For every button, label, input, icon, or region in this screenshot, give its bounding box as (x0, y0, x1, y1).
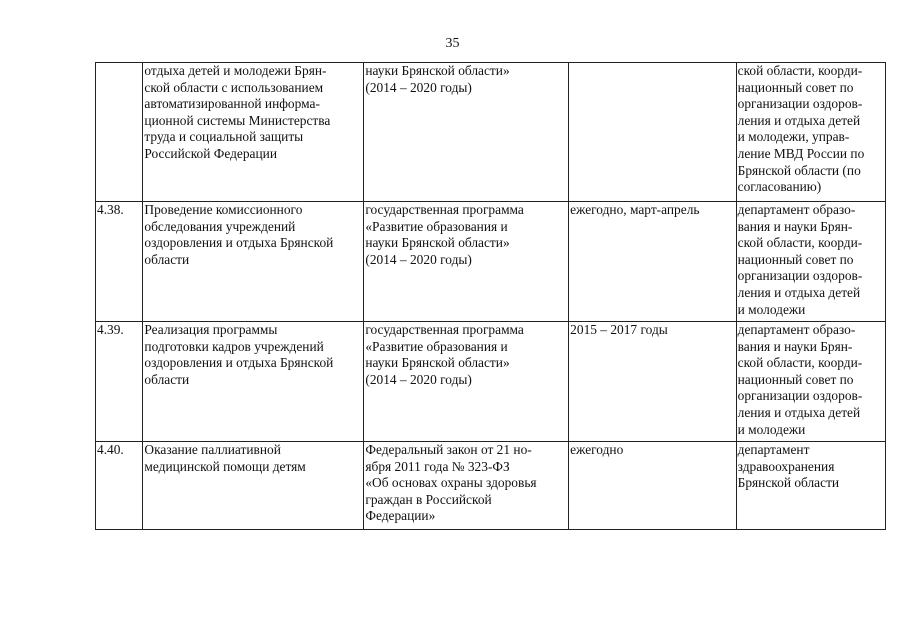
text-line: национный совет по (737, 251, 854, 267)
text-line: ление МВД России по (737, 145, 865, 161)
responsible-executor (736, 202, 885, 322)
text-line: области (144, 251, 190, 267)
text-line: оздоровления и отдыха Брянской (144, 355, 334, 371)
item-number: 4.39. (96, 322, 143, 442)
measure-name (143, 442, 364, 530)
text-line: Федерации» (365, 508, 436, 524)
measure-name (143, 202, 364, 322)
text-line: ления и отдыха детей (737, 284, 861, 300)
text-line: науки Брянской области» (365, 235, 510, 251)
table-row (96, 63, 886, 202)
text-line: вания и науки Брян- (737, 338, 853, 354)
text-line: ционной системы Министерства (144, 112, 331, 128)
text-line: национный совет по (737, 79, 854, 95)
text-line: организации оздоров- (737, 268, 863, 284)
responsible-executor (736, 63, 885, 202)
text-line: «Развитие образования и (365, 338, 508, 354)
item-number (96, 63, 143, 202)
text-line: организации оздоров- (737, 96, 863, 112)
execution-term (569, 322, 736, 442)
text-line: и молодежи (737, 301, 806, 317)
text-line: оздоровления и отдыха Брянской (144, 235, 334, 251)
text-line: и молодежи (737, 421, 806, 437)
item-number: 4.38. (96, 202, 143, 322)
text-line: ской области, коорди- (737, 235, 863, 251)
measure-name (143, 322, 364, 442)
text-line: ября 2011 года № 323-ФЗ (365, 458, 510, 474)
text-line: «Развитие образования и (365, 218, 508, 234)
text-line: согласованию) (737, 179, 822, 195)
table-row (96, 442, 886, 530)
text-line: вания и науки Брян- (737, 218, 853, 234)
responsible-executor (736, 442, 885, 530)
text-line: департамент (737, 442, 810, 457)
text-line: ской области, коорди- (737, 355, 863, 371)
legal-basis (364, 202, 569, 322)
text-line: ления и отдыха детей (737, 112, 861, 128)
text-line: ской области, коорди- (737, 63, 863, 78)
text-line: ежегодно (570, 442, 624, 457)
legal-basis (364, 322, 569, 442)
measures-table (95, 62, 886, 530)
responsible-executor (736, 322, 885, 442)
text-line: труда и социальной защиты (144, 129, 304, 145)
text-line: департамент образо- (737, 202, 856, 217)
legal-basis (364, 442, 569, 530)
text-line: ской области с использованием (144, 79, 324, 95)
text-line: ления и отдыха детей (737, 404, 861, 420)
text-line: здравоохранения (737, 458, 835, 474)
text-line: (2014 – 2020 годы) (365, 79, 472, 95)
text-line: Брянской области (737, 475, 840, 491)
text-line: подготовки кадров учреждений (144, 338, 324, 354)
text-line: медицинской помощи детям (144, 458, 306, 474)
text-line: и молодежи, управ- (737, 129, 850, 145)
text-line: граждан в Российской (365, 491, 492, 507)
execution-term (569, 63, 736, 202)
text-line: обследования учреждений (144, 218, 296, 234)
text-line: науки Брянской области» (365, 355, 510, 371)
table-row (96, 322, 886, 442)
text-line: Реализация программы (144, 322, 278, 337)
text-line: Брянской области (по (737, 162, 861, 178)
page-number: 35 (445, 36, 460, 51)
measure-name (143, 63, 364, 202)
execution-term (569, 442, 736, 530)
text-line: организации оздоров- (737, 388, 863, 404)
table-row (96, 202, 886, 322)
text-line: автоматизированной информа- (144, 96, 320, 112)
legal-basis (364, 63, 569, 202)
text-line: государственная программа (365, 322, 524, 337)
item-number: 4.40. (96, 442, 143, 530)
text-line: 2015 – 2017 годы (570, 322, 668, 337)
execution-term (569, 202, 736, 322)
text-line: государственная программа (365, 202, 524, 217)
text-line: ежегодно, март-апрель (570, 202, 700, 217)
text-line: (2014 – 2020 годы) (365, 251, 472, 267)
text-line: области (144, 371, 190, 387)
text-line: Проведение комиссионного (144, 202, 303, 217)
text-line: Федеральный закон от 21 но- (365, 442, 532, 457)
text-line: отдыха детей и молодежи Брян- (144, 63, 327, 78)
text-line: департамент образо- (737, 322, 856, 337)
text-line: Российской Федерации (144, 145, 277, 161)
text-line: науки Брянской области» (365, 63, 510, 78)
text-line: национный совет по (737, 371, 854, 387)
text-line: (2014 – 2020 годы) (365, 371, 472, 387)
text-line: Оказание паллиативной (144, 442, 281, 457)
text-line: «Об основах охраны здоровья (365, 475, 537, 491)
